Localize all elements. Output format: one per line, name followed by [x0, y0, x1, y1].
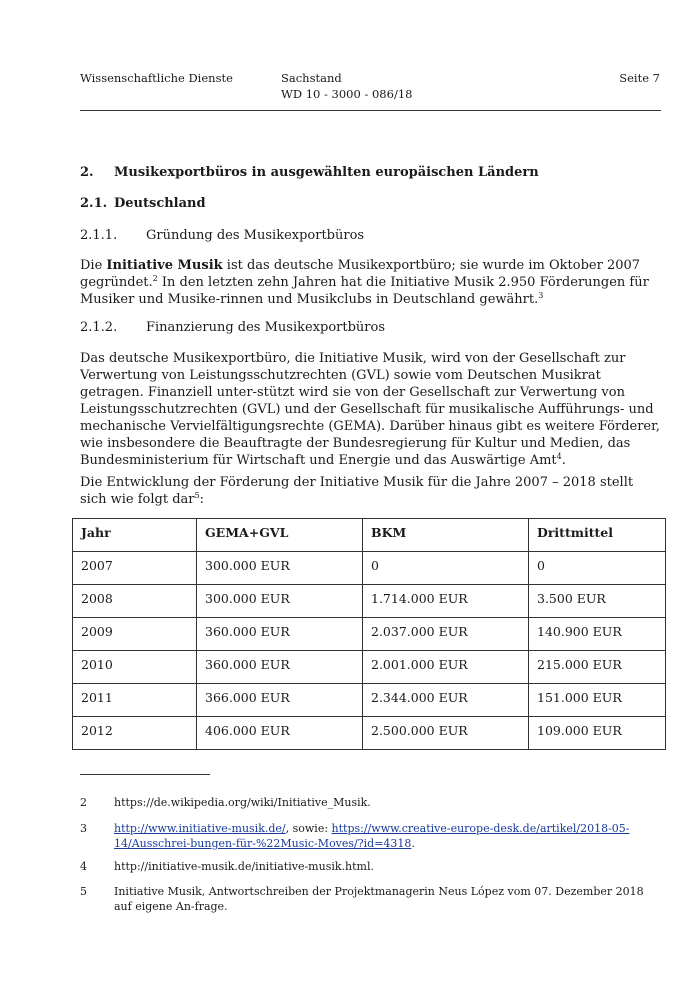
footnote-5	[80, 884, 662, 914]
table-cell: 2.500.000 EUR	[363, 717, 529, 750]
heading-title: Musikexportbüros in ausgewählten europäischen Ländern	[114, 165, 539, 180]
footnote-number: 4	[80, 860, 87, 873]
table-row	[73, 552, 666, 585]
heading-section-2	[80, 164, 539, 181]
table-cell: 3.500 EUR	[529, 585, 666, 618]
heading-number: 2.1.2.	[80, 320, 118, 335]
paragraph-founding	[80, 257, 662, 308]
table-row	[73, 717, 666, 750]
para-text: ist das deutsche Musikexportbüro; sie wurde im Oktober 2007 gegründet.	[80, 258, 641, 290]
table-cell: 151.000 EUR	[529, 684, 666, 717]
table-row	[73, 651, 666, 684]
footnote-text: http://initiative-musik.de/initiative-musik.html.	[114, 860, 374, 873]
table-cell: 406.000 EUR	[197, 717, 363, 750]
table-row	[73, 585, 666, 618]
table-cell: 360.000 EUR	[197, 651, 363, 684]
table-header-cell: Jahr	[73, 519, 197, 552]
heading-number: 2.1.1.	[80, 228, 118, 243]
para-bold-term: Initiative Musik	[106, 258, 223, 273]
footnote-text: https://de.wikipedia.org/wiki/Initiative_Musik.	[114, 796, 371, 809]
heading-number: 2.	[80, 165, 94, 180]
table-cell: 1.714.000 EUR	[363, 585, 529, 618]
para-text: .	[561, 453, 566, 468]
footnote-text-end: .	[411, 837, 415, 850]
table-cell: 360.000 EUR	[197, 618, 363, 651]
footnote-text	[114, 821, 662, 851]
table-cell: 2009	[73, 618, 197, 651]
footnote-link-initiative[interactable]: http://www.initiative-musik.de/	[114, 822, 286, 835]
table-cell: 300.000 EUR	[197, 585, 363, 618]
footnote-2	[80, 795, 662, 810]
footnote-ref: 2	[152, 274, 158, 283]
footnote-ref: 4	[556, 452, 562, 461]
table-cell: 2011	[73, 684, 197, 717]
table-cell: 2.037.000 EUR	[363, 618, 529, 651]
heading-section-2-1-2	[80, 319, 385, 336]
table-header-cell: BKM	[363, 519, 529, 552]
footnote-divider	[80, 774, 210, 775]
heading-section-2-1	[80, 195, 206, 212]
table-cell: 109.000 EUR	[529, 717, 666, 750]
footnote-text: Initiative Musik, Antwortschreiben der Projektmanagerin Neus López vom 07. Dezember 2018 auf eigene An-frage.	[114, 885, 644, 913]
table-cell: 0	[363, 552, 529, 585]
header-divider	[80, 110, 661, 111]
heading-number: 2.1.	[80, 196, 108, 211]
table-header-cell: GEMA+GVL	[197, 519, 363, 552]
paragraph-financing	[80, 350, 662, 469]
footnote-4	[80, 859, 662, 874]
header-institution: Wissenschaftliche Dienste	[80, 71, 233, 85]
table-header-row	[73, 519, 666, 552]
header-doc-number: WD 10 - 3000 - 086/18	[281, 87, 413, 101]
footnote-ref: 5	[194, 491, 200, 500]
para-text: Die Entwicklung der Förderung der Initiative Musik für die Jahre 2007 – 2018 stellt sich wie folgt dar	[80, 475, 634, 507]
footnote-number: 2	[80, 796, 87, 809]
footnote-number: 3	[80, 822, 87, 835]
heading-title: Deutschland	[114, 196, 206, 211]
footnote-ref: 3	[538, 291, 544, 300]
footnote-3	[80, 821, 662, 851]
header-page-number: Seite 7	[619, 71, 660, 85]
header-doc-info	[281, 70, 412, 102]
table-cell: 366.000 EUR	[197, 684, 363, 717]
para-text: :	[199, 492, 204, 507]
heading-title: Finanzierung des Musikexportbüros	[146, 320, 386, 335]
table-row	[73, 684, 666, 717]
table-cell: 215.000 EUR	[529, 651, 666, 684]
table-cell: 300.000 EUR	[197, 552, 363, 585]
funding-table	[72, 518, 666, 750]
para-text: In den letzten zehn Jahren hat die Initiative Musik 2.950 Förderungen für Musiker und Musike-rinnen und Musikclubs in Deutschland gewährt.	[80, 275, 649, 307]
para-text: Die	[80, 258, 107, 273]
heading-section-2-1-1	[80, 227, 364, 244]
table-cell: 2.344.000 EUR	[363, 684, 529, 717]
footnote-text-mid: , sowie:	[285, 822, 332, 835]
heading-title: Gründung des Musikexportbüros	[146, 228, 365, 243]
footnote-link-creative-europe[interactable]: https://www.creative-europe-desk.de/artikel/2018-05-14/Ausschrei-bungen-für-%22Music-Moves/?id=4318	[114, 822, 630, 850]
table-cell: 2008	[73, 585, 197, 618]
table-row	[73, 618, 666, 651]
table-cell: 2010	[73, 651, 197, 684]
table-cell: 2012	[73, 717, 197, 750]
table-cell: 140.900 EUR	[529, 618, 666, 651]
para-text: Das deutsche Musikexportbüro, die Initiative Musik, wird von der Gesellschaft zur Verwertung von Leistungsschutzrechten (GVL) sowie vom Deutschen Musikrat getragen. Finanziell unter-stützt wird sie von der Gesellschaft zur Verwertung von Leistungsschutzrechten (GVL) und der Gesellschaft für musikalische Aufführungs- und mechanische Vervielfältigungsrechte (GEMA). Darüber hinaus gibt es weitere Förderer, wie insbesondere die Beauftragte der Bundesregierung für Kultur und Medien, das Bundesministerium für Wirtschaft und Energie und das Auswärtige Amt	[80, 351, 661, 468]
table-cell: 0	[529, 552, 666, 585]
footnote-number: 5	[80, 885, 87, 898]
table-header-cell: Drittmittel	[529, 519, 666, 552]
paragraph-table-intro	[80, 474, 662, 508]
table-cell: 2007	[73, 552, 197, 585]
table-cell: 2.001.000 EUR	[363, 651, 529, 684]
header-doc-type: Sachstand	[281, 71, 342, 85]
